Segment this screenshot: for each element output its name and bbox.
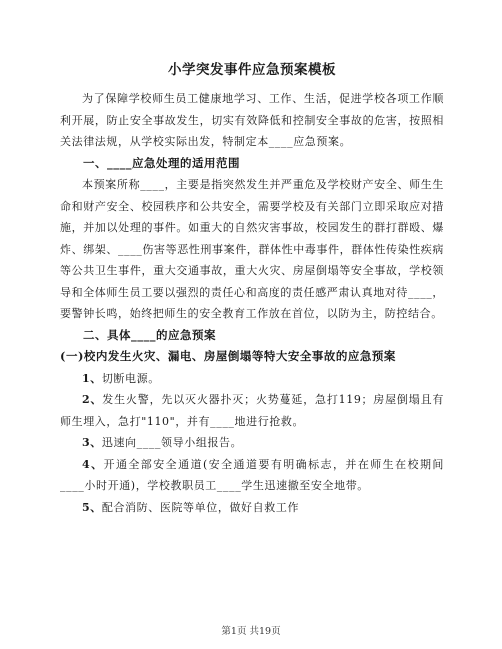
list-item-text: 迅速向____领导小组报告。: [101, 436, 243, 449]
list-item-text: 切断电源。: [101, 371, 160, 385]
list-item: [60, 389, 444, 432]
intro-paragraph: 为了保障学校师生员工健康地学习、工作、生活，促进学校各项工作顺利开展，防止安全事故发生，切实有效降低和控制安全事故的危害，按照相关法律法规，从学校实际出发，特制定本____应急预案。: [60, 92, 444, 148]
list-item-text: 开通全部安全通道(安全通道要有明确标志，并在师生在校期间____小时开通)，学校教职员工____学生迅速撤至安全地带。: [60, 457, 444, 492]
section-1-body: 本预案所称____，主要是指突然发生并严重危及学校财产安全、师生生命和财产安全、校园秩序和公共安全，需要学校及有关部门立即采取应对措施，并加以处理的事件。如重大的自然灾害事故，校园发生的群打群殴、爆炸、绑架、____伤害等恶性刑事案件，群体性中毒事件，群体性传染性疾病等公共卫生事件，重大交通事故，重大火灾、房屋倒塌等安全事故，学校领导和全体师生员工要以强烈的责任心和高度的责任感严肃认真地对待____，要警钟长鸣，始终把师生的安全教育工作放在首位，以防为主，防控结合。: [60, 178, 444, 320]
section-1-heading: 一、____应急处理的适用范围: [83, 155, 240, 170]
list-item-number: 2、: [82, 393, 103, 406]
subsection-1-heading: (一)校内发生火灾、漏电、房屋倒塌等特大安全事故的应急预案: [60, 349, 396, 363]
list-item-number: 5、: [82, 500, 102, 514]
list-item: [60, 497, 444, 519]
document-title: 小学突发事件应急预案模板: [168, 62, 336, 78]
list-item: [60, 454, 444, 497]
list-item: [60, 432, 444, 454]
list-item-text: 配合消防、医院等单位，做好自救工作: [101, 500, 300, 514]
section-2-heading: 二、具体____的应急预案: [83, 327, 216, 342]
list-item-number: 4、: [82, 457, 104, 471]
list-item-text: 发生火警，先以灭火器扑灭；火势蔓延，急打119；房屋倒塌且有师生埋入，急打"110"，并有____地进行抢救。: [60, 393, 444, 428]
page-number-footer: 第1页 共19页: [221, 626, 281, 637]
list-item-number: 3、: [82, 436, 102, 449]
list-item: [60, 368, 444, 390]
list-item-number: 1、: [82, 371, 102, 385]
